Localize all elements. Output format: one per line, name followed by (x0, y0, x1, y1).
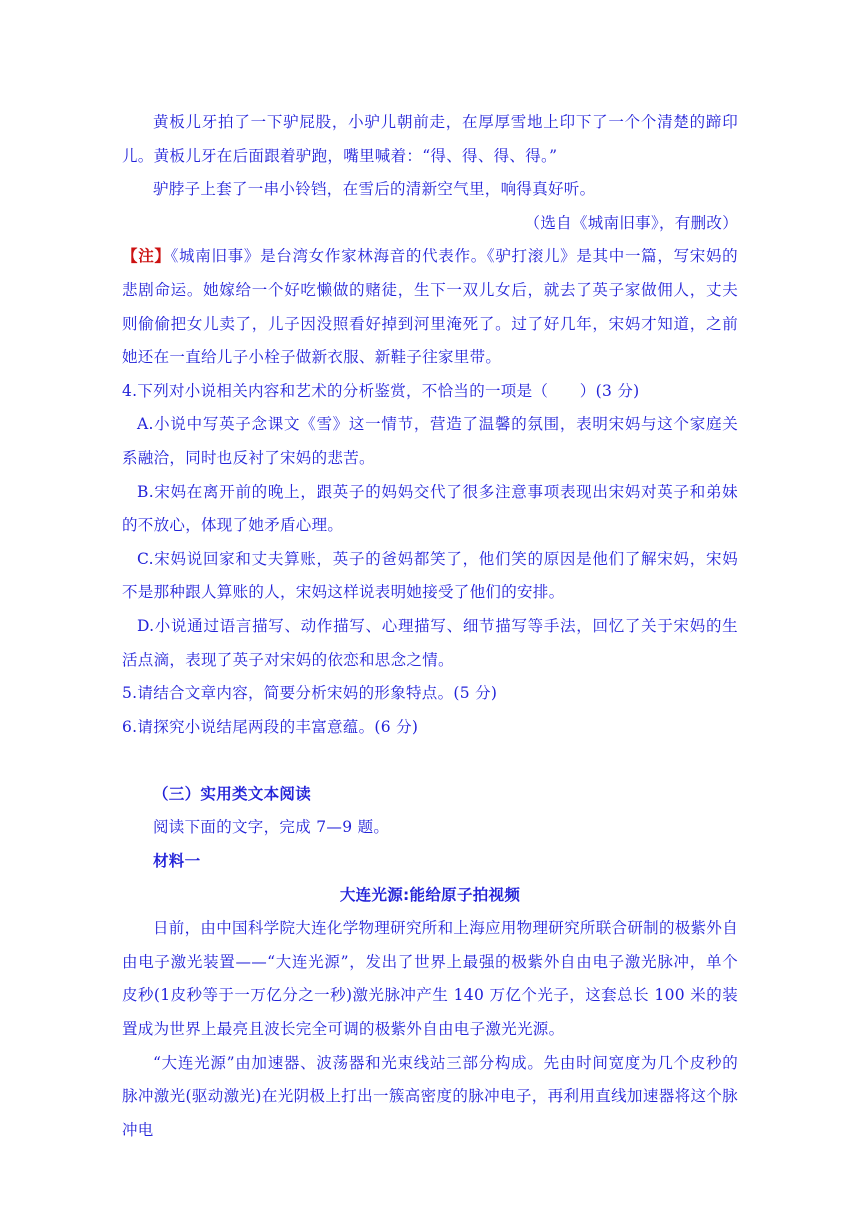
question-4-option-d: D.小说通过语言描写、动作描写、心理描写、细节描写等手法，回忆了关于宋妈的生活点滴，表现了英子对宋妈的依恋和思念之情。 (122, 616, 738, 669)
article-title: 大连光源:能给原子拍视频 (339, 885, 521, 904)
question-4: 4.下列对小说相关内容和艺术的分析鉴赏，不恰当的一项是（ ）(3 分) (122, 381, 640, 400)
note-mark: 【注】 (122, 247, 171, 266)
section-heading: （三）实用类文本阅读 (153, 784, 312, 803)
section-spacer (122, 744, 738, 778)
document-page (122, 106, 738, 1147)
article-paragraph-2: “大连光源”由加速器、波荡器和光束线站三部分构成。先由时间宽度为几个皮秒的脉冲激光(驱动激光)在光阴极上打出一簇高密度的脉冲电子，再利用直线加速器将这个脉冲电 (122, 1053, 738, 1139)
note-text: 《城南旧事》是台湾女作家林海音的代表作。《驴打滚儿》是其中一篇，写宋妈的悲剧命运。她嫁给一个好吃懒做的赌徒，生下一双儿女后，就去了英子家做佣人，丈夫则偷偷把女儿卖了，儿子因没照看好掉到河里淹死了。过了好几年，宋妈才知道，之前她还在一直给儿子小栓子做新衣服、新鞋子往家里带。 (122, 247, 738, 367)
question-5: 5.请结合文章内容，简要分析宋妈的形象特点。(5 分) (122, 684, 498, 703)
material-label: 材料一 (153, 852, 201, 871)
question-4-option-c: C.宋妈说回家和丈夫算账，英子的爸妈都笑了，他们笑的原因是他们了解宋妈，宋妈不是那种跟人算账的人，宋妈这样说表明她接受了他们的安排。 (122, 549, 738, 602)
question-4-option-a: A.小说中写英子念课文《雪》这一情节，营造了温馨的氛围，表明宋妈与这个家庭关系融洽，同时也反衬了宋妈的悲苦。 (122, 415, 738, 467)
story-paragraph-2: 驴脖子上套了一串小铃铛，在雪后的清新空气里，响得真好听。 (153, 180, 596, 199)
note-paragraph (122, 240, 738, 374)
section-instruction: 阅读下面的文字，完成 7—9 题。 (153, 818, 390, 837)
question-4-option-b: B.宋妈在离开前的晚上，跟英子的妈妈交代了很多注意事项表现出宋妈对英子和弟妹的不放心，体现了她矛盾心理。 (122, 482, 738, 535)
story-paragraph-1: 黄板儿牙拍了一下驴屁股，小驴儿朝前走，在厚厚雪地上印下了一个个清楚的蹄印儿。黄板儿牙在后面跟着驴跑，嘴里喊着：“得、得、得、得。” (122, 113, 738, 165)
source-citation: （选自《城南旧事》，有删改） (524, 213, 738, 232)
article-paragraph-1: 日前，由中国科学院大连化学物理研究所和上海应用物理研究所联合研制的极紫外自由电子激光装置——“大连光源”，发出了世界上最强的极紫外自由电子激光脉冲，单个皮秒(1皮秒等于一万亿分之一秒)激光脉冲产生 140 万亿个光子，这套总长 100 米的装置成为世界上最亮且波长完全可调的极紫外自由电子激光光源。 (122, 919, 738, 1039)
question-6: 6.请探究小说结尾两段的丰富意蕴。(6 分) (122, 717, 419, 736)
